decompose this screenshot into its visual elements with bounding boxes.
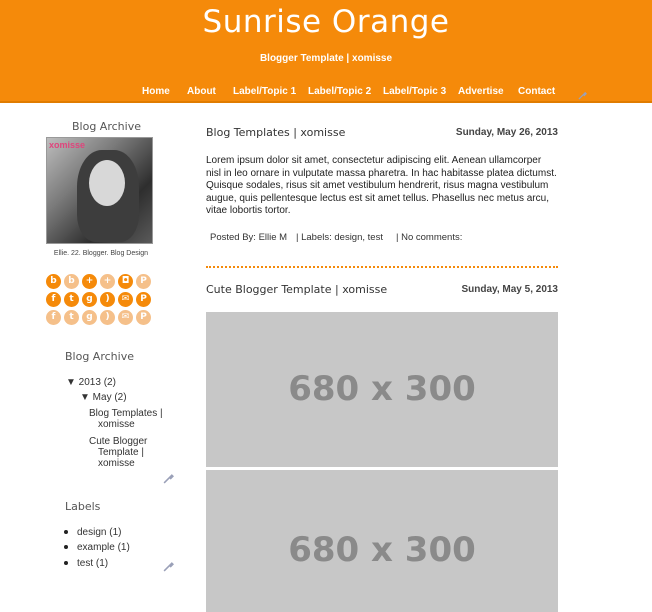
post-date: Sunday, May 26, 2013 xyxy=(455,127,558,138)
archive-heading: Blog Archive xyxy=(65,350,134,363)
nav-label-topic-3[interactable]: Label/Topic 3 xyxy=(383,86,447,97)
blogger-icon[interactable]: b xyxy=(46,274,61,289)
label-link[interactable]: example (1) xyxy=(77,542,130,553)
post-title[interactable]: Blog Templates | xomisse xyxy=(206,126,346,139)
bullet xyxy=(64,530,68,534)
label-link[interactable]: design (1) xyxy=(77,527,122,538)
nav-about[interactable]: About xyxy=(187,86,216,97)
archive-post-link[interactable]: Cute Blogger xyxy=(89,436,148,447)
nav-label-topic-2[interactable]: Label/Topic 2 xyxy=(308,86,372,97)
bullet xyxy=(64,561,68,565)
wrench-icon[interactable] xyxy=(163,473,174,484)
label-item[interactable] xyxy=(64,527,121,538)
nav-advertise[interactable]: Advertise xyxy=(458,86,504,97)
profile-brand: xomisse xyxy=(49,140,86,150)
pinterest-icon[interactable]: P xyxy=(136,310,151,325)
facebook-icon[interactable]: f xyxy=(46,292,61,307)
site-description: Blogger Template | xomisse xyxy=(259,53,393,64)
twitter-icon[interactable]: t xyxy=(64,292,79,307)
pinterest-icon[interactable]: P xyxy=(136,274,151,289)
rss-icon[interactable]: ) xyxy=(100,310,115,325)
wrench-icon[interactable] xyxy=(163,561,174,572)
bullet xyxy=(64,545,68,549)
site-header xyxy=(0,0,652,103)
add-icon[interactable]: + xyxy=(100,274,115,289)
email-icon[interactable]: ✉ xyxy=(118,310,133,325)
label-item[interactable] xyxy=(64,542,130,553)
labels-heading: Labels xyxy=(65,500,101,513)
archive-post-link[interactable]: xomisse xyxy=(98,458,135,469)
instagram-icon[interactable]: ◘ xyxy=(118,274,133,289)
profile-caption: Ellie. 22. Blogger. Blog Design xyxy=(53,250,149,257)
post-title[interactable]: Cute Blogger Template | xomisse xyxy=(206,283,388,296)
plus-icon[interactable]: + xyxy=(82,274,97,289)
facebook-icon[interactable]: f xyxy=(46,310,61,325)
googleplus-icon[interactable]: g xyxy=(82,310,97,325)
email-icon[interactable]: ✉ xyxy=(118,292,133,307)
main-nav xyxy=(0,86,652,100)
site-title[interactable]: Sunrise Orange xyxy=(202,4,450,40)
archive-post-link[interactable]: xomisse xyxy=(98,419,135,430)
post-comments-link[interactable]: | No comments: xyxy=(396,232,463,243)
post-divider xyxy=(206,266,558,268)
profile-photo xyxy=(46,137,153,244)
post-image-placeholder: 680 x 300 xyxy=(206,312,558,467)
archive-year[interactable]: ▼ 2013 (2) xyxy=(66,377,116,388)
post-body: Lorem ipsum dolor sit amet, consectetur adipiscing elit. Aenean ullamcorper nisl in leo ornare in vulputate massa pharetra. In hac habitasse platea dictumst. Quisque sodales, risus sit amet vestibulum hendrerit, risus magna vestibulum augue, quis pellentesque lectus est sit amet tellus. Phasellus nec metus arcu, vitae lobortis tortor. xyxy=(206,155,557,216)
label-link[interactable]: test (1) xyxy=(77,558,109,569)
nav-home[interactable]: Home xyxy=(142,86,170,97)
bloglovin-icon[interactable]: b xyxy=(64,274,79,289)
label-item[interactable] xyxy=(64,558,108,569)
profile-face xyxy=(89,160,125,206)
post-author: Posted By: Ellie M xyxy=(210,232,288,243)
post-labels[interactable]: | Labels: design, test xyxy=(296,232,383,243)
pinterest-icon[interactable]: P xyxy=(136,292,151,307)
post-image-placeholder: 680 x 300 xyxy=(206,470,558,612)
nav-contact[interactable]: Contact xyxy=(518,86,556,97)
archive-post-link[interactable]: Template | xyxy=(98,447,144,458)
profile-heading: Blog Archive xyxy=(72,120,141,133)
post-date: Sunday, May 5, 2013 xyxy=(461,284,558,295)
nav-label-topic-1[interactable]: Label/Topic 1 xyxy=(233,86,297,97)
googleplus-icon[interactable]: g xyxy=(82,292,97,307)
archive-post-link[interactable]: Blog Templates | xyxy=(89,408,163,419)
twitter-icon[interactable]: t xyxy=(64,310,79,325)
archive-month[interactable]: ▼ May (2) xyxy=(80,392,127,403)
rss-icon[interactable]: ) xyxy=(100,292,115,307)
wrench-icon[interactable] xyxy=(578,91,587,100)
